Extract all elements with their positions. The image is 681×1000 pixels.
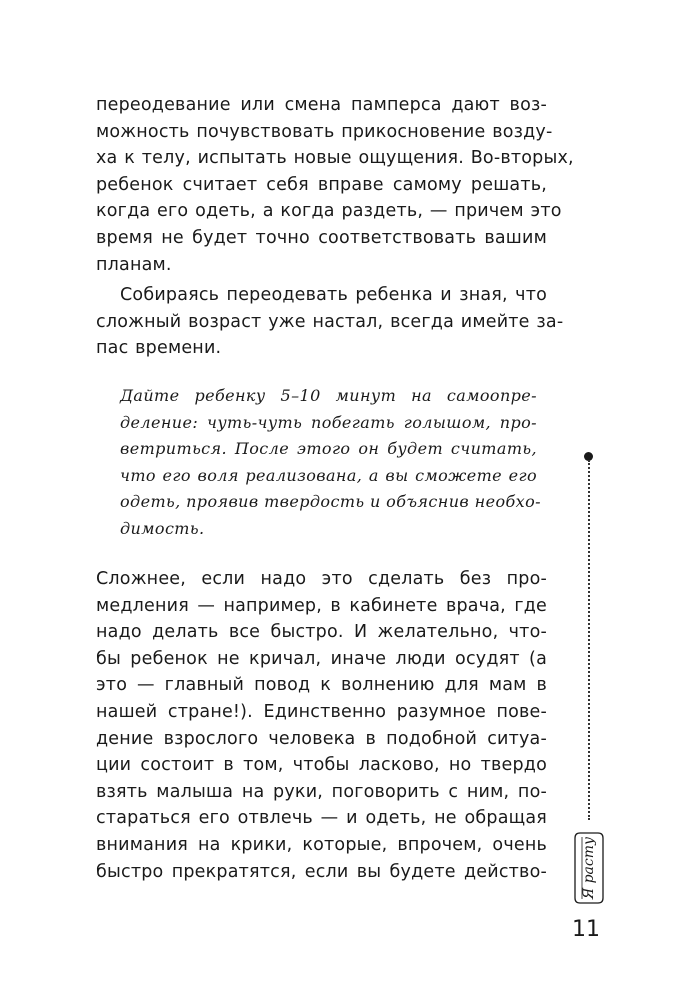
text-line: переодевание или смена памперса дают воз- — [96, 95, 547, 115]
text-line: сложный возраст уже настал, всегда имейте за- — [96, 311, 564, 332]
tip-line: деление: чуть-чуть побегать голышом, про- — [120, 412, 537, 432]
text-line: можность почувствовать прикосновение возду- — [96, 121, 553, 142]
text-line: нашей стране!). Единственно разумное пове- — [96, 701, 547, 722]
text-line: внимания на крики, которые, впрочем, очень — [96, 834, 547, 855]
series-logo-text: Я расту — [581, 836, 597, 900]
text-line: пас времени. — [96, 338, 222, 359]
text-line: это — главный повод к волнению для мам в — [96, 675, 547, 696]
text-line: ции состоит в том, чтобы ласково, но твердо — [96, 755, 547, 776]
text-line: стараться его отвлечь — и одеть, не обращая — [96, 808, 547, 829]
tip-block — [120, 383, 541, 543]
margin-dotted-rule — [588, 460, 590, 820]
tip-line: одеть, проявив твердость и объяснив необхо- — [120, 492, 541, 512]
tip-line: Дайте ребенку 5–10 минут на самоопре- — [120, 386, 537, 405]
text-line: быстро прекратятся, если вы будете действо- — [96, 861, 547, 882]
text-line: дение взрослого человека в подобной ситуа- — [96, 728, 547, 749]
text-line: когда его одеть, а когда раздеть, — причем это — [96, 201, 562, 222]
tip-line: димость. — [120, 518, 205, 538]
text-line: бы ребенок не кричал, иначе люди осудят (а — [96, 648, 547, 669]
text-line: ха к телу, испытать новые ощущения. Во-вторых, — [96, 148, 574, 169]
paragraph-1 — [96, 92, 574, 278]
text-line: время не будет точно соответствовать вашим — [96, 227, 547, 248]
text-line: планам. — [96, 254, 172, 275]
text-line: ребенок считает себя вправе самому решать, — [96, 174, 547, 195]
series-logo — [572, 830, 606, 906]
paragraph-3 — [96, 566, 547, 885]
text-line: Собираясь переодевать ребенка и зная, что — [120, 285, 547, 305]
text-line: надо делать все быстро. И желательно, что- — [96, 622, 547, 643]
text-line: взять малыша на руки, поговорить с ним, по- — [96, 781, 547, 802]
page-number: 11 — [572, 917, 600, 942]
paragraph-2 — [96, 282, 564, 362]
text-line: медления — например, в кабинете врача, где — [96, 595, 547, 616]
text-line: Сложнее, если надо это сделать без про- — [96, 569, 547, 589]
tip-line: ветриться. После этого он будет считать, — [120, 439, 537, 459]
tip-line: что его воля реализована, а вы сможете его — [120, 465, 537, 485]
